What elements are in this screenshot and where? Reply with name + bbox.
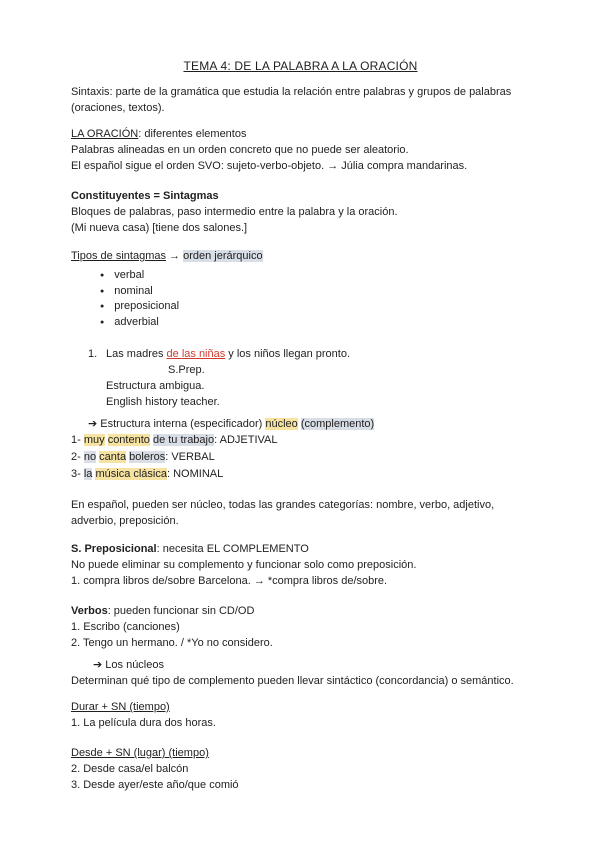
- ejemplo-number: 1.: [88, 348, 98, 360]
- sintagma-item-nominal: [71, 284, 530, 300]
- example-number: 1-: [71, 434, 81, 446]
- sprep-label: S.Prep.: [168, 364, 205, 376]
- arrow-bullet-icon: ➔: [88, 418, 98, 430]
- constituyentes-line-2: (Mi nueva casa) [tiene dos salones.]: [71, 222, 248, 234]
- estructura-nucleo: núcleo: [265, 418, 298, 430]
- arrow-bullet-icon: ➔: [93, 659, 103, 671]
- tipos-heading: [71, 248, 530, 264]
- la-oracion-after: : diferentes elementos: [138, 128, 247, 140]
- sintagma-item-verbal: [71, 268, 530, 284]
- example-category: : ADJETIVAL: [214, 434, 278, 446]
- verbos-heading: [71, 603, 530, 619]
- ejemplo-post: y los niños llegan pronto.: [225, 348, 350, 360]
- nucleos-line: Determinan qué tipo de complemento pueden llevar sintáctico (concordancia) o semántico.: [71, 675, 514, 687]
- preposicional-line-1: No puede eliminar su complemento y funcionar solo como preposición.: [71, 559, 417, 571]
- ejemplo-note-1: Estructura ambigua.: [106, 380, 205, 392]
- example-category: : VERBAL: [165, 451, 215, 463]
- desde-line-1: 2. Desde casa/el balcón: [71, 763, 189, 775]
- constituyentes-line-1: Bloques de palabras, paso intermedio entre la palabra y la oración.: [71, 206, 398, 218]
- ejemplo-red-segment: de las niñas: [166, 348, 226, 360]
- especificador-segment: la: [83, 468, 93, 480]
- especificador-segment: muy: [83, 434, 105, 446]
- bullet-icon: ●: [100, 303, 105, 310]
- verbos-line-1: 1. Escribo (canciones): [71, 621, 180, 633]
- verbos-after: : pueden funcionar sin CD/OD: [107, 605, 255, 617]
- bullet-icon: ●: [100, 318, 105, 326]
- estructura-complemento: (complemento): [300, 418, 375, 430]
- nucleo-segment: música clásica: [95, 468, 167, 480]
- sintagma-item-label: verbal: [114, 269, 145, 281]
- page-title-text: TEMA 4: DE LA PALABRA A LA ORACIÓN: [183, 59, 418, 73]
- constituyentes-heading: Constituyentes = Sintagmas: [71, 190, 219, 202]
- bullet-icon: ●: [100, 272, 105, 279]
- durar-label: Durar + SN (tiempo): [71, 701, 170, 713]
- desde-heading: [71, 745, 530, 761]
- estructura-example-3: [71, 466, 530, 483]
- nucleo-segment: canta: [99, 451, 127, 463]
- sintagma-item-label: nominal: [114, 284, 153, 297]
- complemento-segment: boleros: [129, 451, 166, 463]
- sintaxis-definition: Sintaxis: parte de la gramática que estudia la relación entre palabras y grupos de palabras (oraciones, textos).: [71, 86, 512, 114]
- ejemplo-note-2: English history teacher.: [106, 396, 220, 408]
- page-title: [71, 58, 530, 74]
- right-arrow-icon: →: [169, 250, 181, 262]
- ejemplo-sentence: [71, 346, 530, 362]
- example-category: : NOMINAL: [167, 468, 224, 480]
- estructura-intro: Estructura interna (especificador): [100, 418, 263, 430]
- durar-line: 1. La película dura dos horas.: [71, 717, 216, 729]
- preposicional-heading: [71, 541, 530, 557]
- preposicional-after: : necesita EL COMPLEMENTO: [156, 543, 309, 555]
- sintagma-item-preposicional: [71, 299, 530, 315]
- preposicional-line-2: 1. compra libros de/sobre Barcelona. → *compra libros de/sobre.: [71, 575, 388, 587]
- nucleos-label: Los núcleos: [105, 659, 164, 671]
- estructura-heading: [71, 416, 530, 432]
- estructura-example-1: [71, 432, 530, 449]
- tipos-label: Tipos de sintagmas: [71, 250, 166, 262]
- desde-label: Desde + SN (lugar) (tiempo): [71, 747, 209, 759]
- bullet-icon: ●: [100, 287, 105, 295]
- estructura-example-2: [71, 449, 530, 466]
- oracion-line-order: Palabras alineadas en un orden concreto que no puede ser aleatorio.: [71, 144, 409, 156]
- la-oracion-label: LA ORACIÓN: [71, 128, 139, 140]
- example-number: 3-: [71, 468, 81, 480]
- sintagma-type-list: [71, 268, 530, 330]
- sintagma-item-label: preposicional: [114, 300, 180, 312]
- durar-heading: [71, 699, 530, 715]
- especificador-segment: no: [83, 451, 97, 463]
- tipos-highlighted-phrase: orden jerárquico: [183, 250, 263, 262]
- ejemplo-text: [106, 346, 350, 362]
- oracion-line-svo: El español sigue el orden SVO: sujeto-verbo-objeto. → Júlia compra mandarinas.: [71, 160, 468, 172]
- nucleos-heading: [71, 657, 530, 673]
- sintagma-item-label: adverbial: [114, 315, 159, 328]
- la-oracion-heading: [71, 126, 530, 142]
- verbos-line-2: 2. Tengo un hermano. / *Yo no considero.: [71, 637, 273, 649]
- categorias-paragraph: En español, pueden ser núcleo, todas las grandes categorías: nombre, verbo, adjetivo, adverbio, preposición.: [71, 499, 495, 527]
- preposicional-label: S. Preposicional: [71, 543, 157, 555]
- ejemplo-pre: Las madres: [106, 348, 167, 360]
- desde-line-2: 3. Desde ayer/este año/que comió: [71, 779, 239, 791]
- nucleo-segment: contento: [107, 434, 150, 446]
- verbos-label: Verbos: [71, 605, 108, 617]
- ejemplo-madres: [71, 346, 530, 410]
- complemento-segment: de tu trabajo: [152, 434, 215, 446]
- sintagma-item-adverbial: [71, 315, 530, 331]
- example-number: 2-: [71, 451, 81, 463]
